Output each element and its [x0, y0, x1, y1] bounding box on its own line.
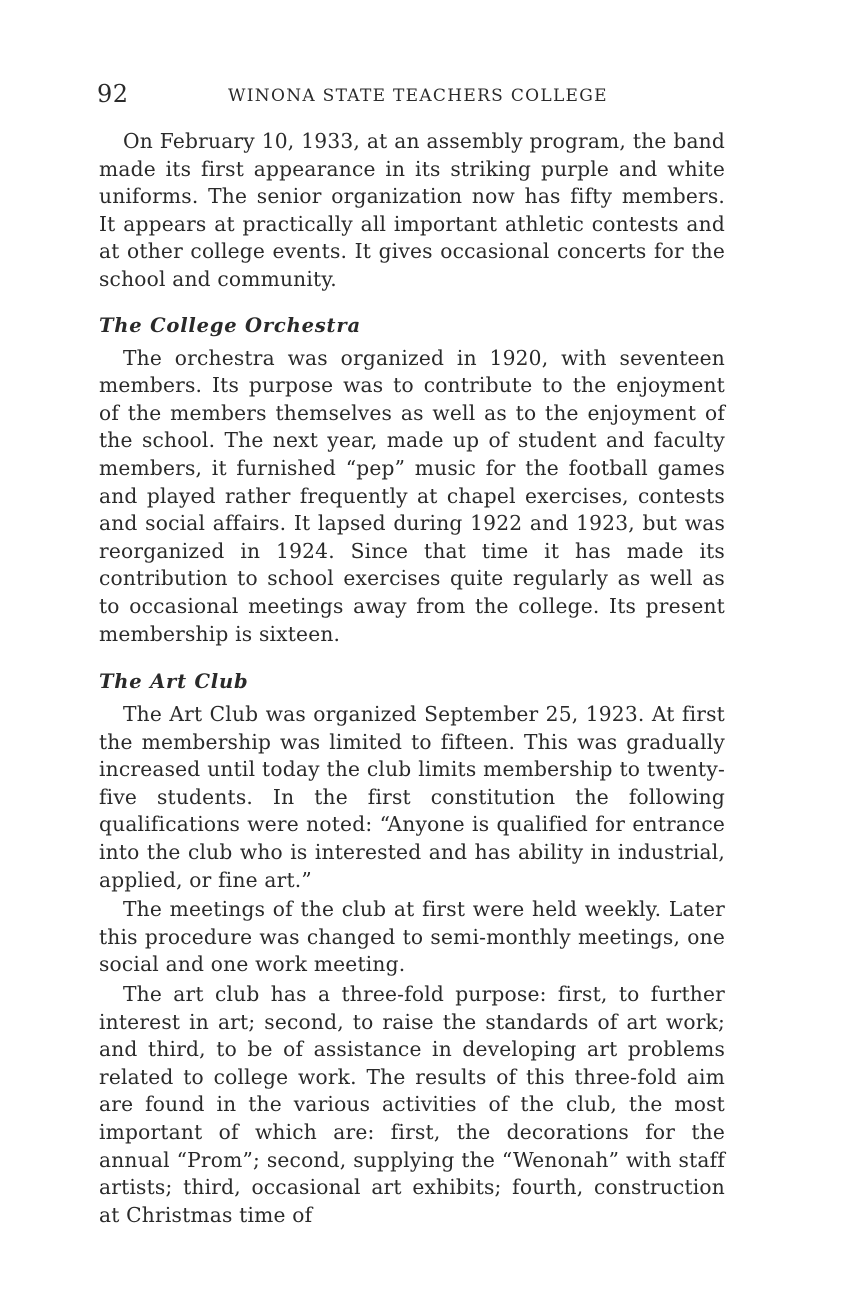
- art-club-paragraph-3: The art club has a three-fold purpose: first, to further interest in art; second, to raise the standards of art work; and third, to be of assistance in developing art problems related to college work. The results of this three-fold aim are found in the various activities of the club, the most important of which are: first, the decorations for the annual “Prom”; second, supplying the “Wenonah” with staff artists; third, occasional art exhibits; fourth, construction at Christmas time of: [99, 982, 725, 1227]
- running-head: [97, 72, 737, 112]
- orchestra-heading: The College Orchestra: [99, 313, 361, 337]
- art-club-paragraph-2: The meetings of the club at first were held weekly. Later this procedure was changed to semi-monthly meetings, one social and one work meeting.: [99, 897, 725, 977]
- running-head-title: WINONA STATE TEACHERS COLLEGE: [228, 86, 608, 106]
- page-number: 92: [97, 80, 129, 108]
- art-club-paragraph-1: The Art Club was organized September 25, 1923. At first the membership was limited to fifteen. This was gradually increased until today the club limits membership to twenty-five students. In the first constitution the following qualifications were noted: “Anyone is qualified for entrance into the club who is interested and has ability in industrial, applied, or fine art.”: [99, 702, 725, 892]
- body-text: [99, 128, 725, 1229]
- art-club-heading: The Art Club: [99, 670, 249, 694]
- orchestra-paragraph: The orchestra was organized in 1920, with seventeen members. Its purpose was to contribute to the enjoyment of the members themselves as well as to the enjoyment of the school. The next year, made up of student and faculty members, it furnished “pep” music for the football games and played rather frequently at chapel exercises, contests and social affairs. It lapsed during 1922 and 1923, but was reorganized in 1924. Since that time it has made its contribution to school exercises quite regularly as well as to occasional meetings away from the college. Its present membership is sixteen.: [99, 345, 725, 646]
- band-paragraph: On February 10, 1933, at an assembly program, the band made its first appearance in its striking purple and white uniforms. The senior organization now has fifty members. It appears at practically all important athletic contests and at other college events. It gives occasional concerts for the school and community.: [99, 129, 725, 291]
